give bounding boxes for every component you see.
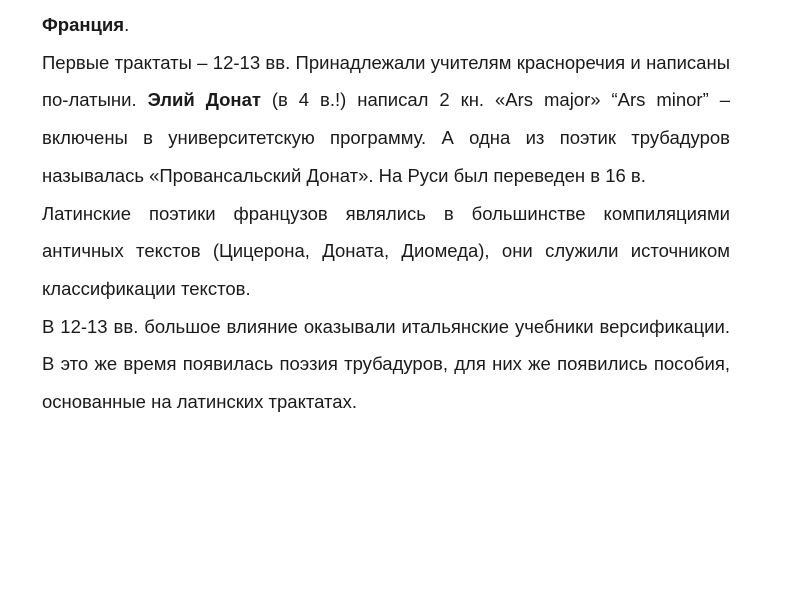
paragraph-treatises-rest: (в 4 в.!) написал 2 кн. «Ars major» “Ars minor” –включены в университетскую программу. А одна из поэтик трубадуров называлась «Провансальский Донат». На Руси был переведен в 16 в.: [42, 89, 730, 186]
author-name: Элий Донат: [147, 89, 261, 111]
paragraph-treatises: [42, 44, 730, 195]
paragraph-treatises-intro: Первые трактаты – 12-13 вв. Принадлежали учителям красноречия и написаны по-латыни.: [42, 51, 730, 111]
heading-title: Франция: [42, 14, 125, 35]
paragraph-latin-poetics: Латинские поэтики французов являлись в большинстве компиляциями античных текстов (Цицерона, Доната, Диомеда), они служили источником классификации текстов.: [42, 202, 730, 299]
section-heading: [42, 6, 730, 44]
paragraph-versification: В 12-13 вв. большое влияние оказывали итальянские учебники версификации. В это же время появилась поэзия трубадуров, для них же появились пособия, основанные на латинских трактатах.: [42, 315, 730, 413]
heading-punct: .: [124, 14, 130, 35]
